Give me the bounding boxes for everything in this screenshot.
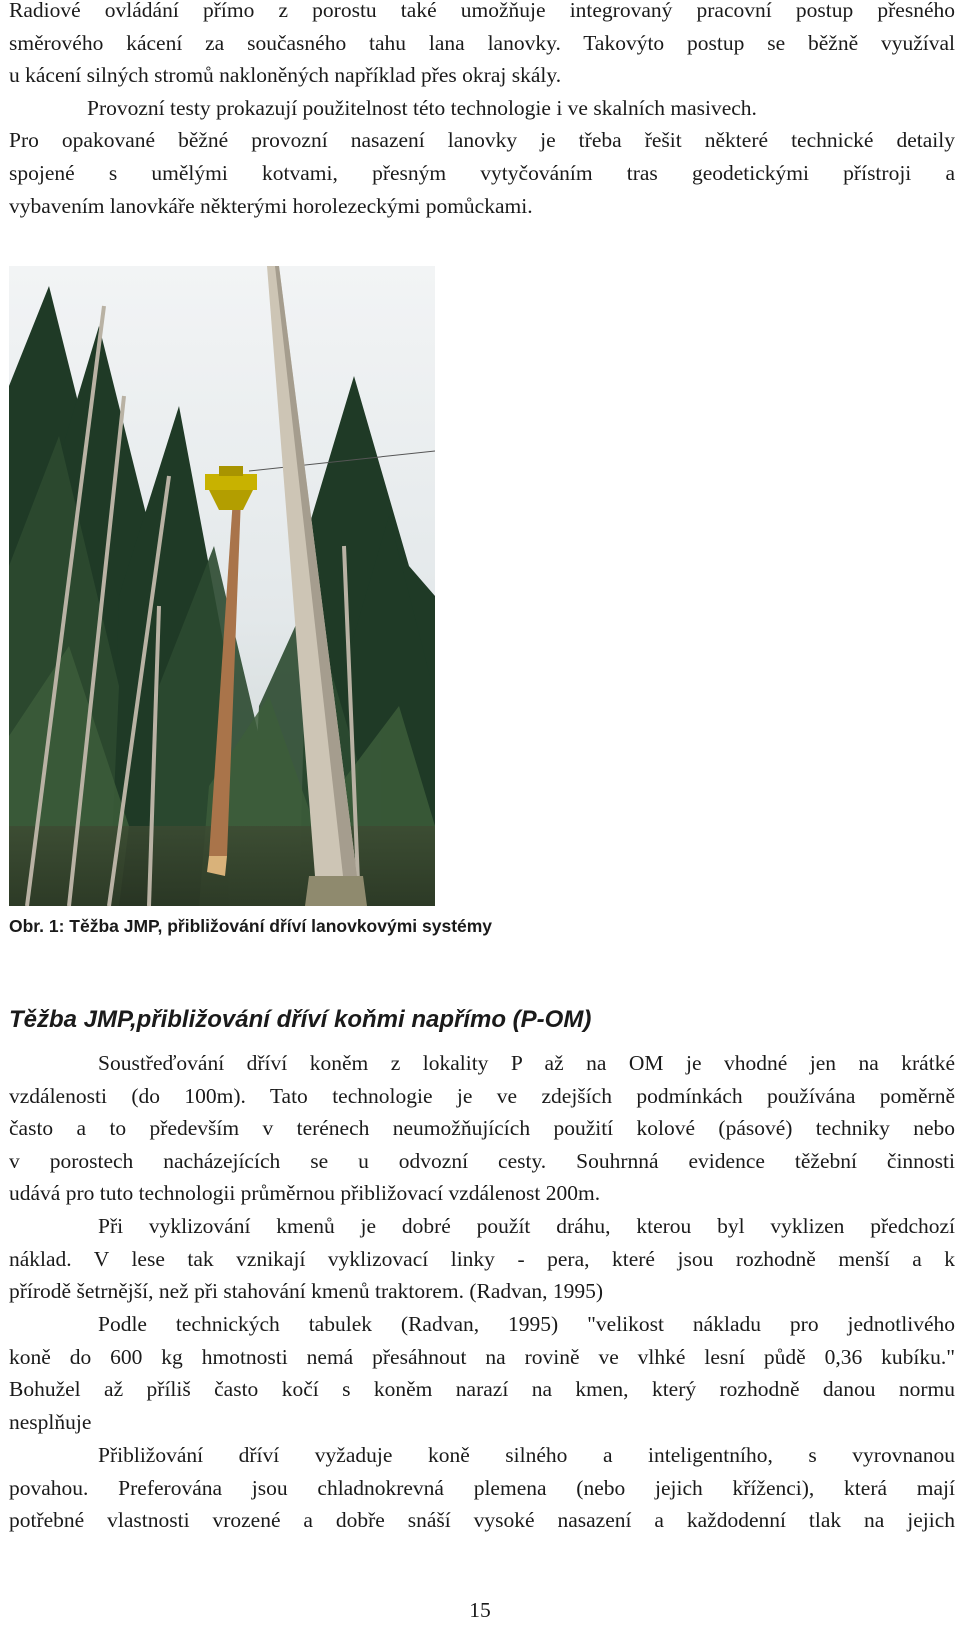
text-line: Soustřeďování dříví koněm z lokality P až na OM je vhodné jen na krátké [98,1051,955,1075]
text-line: Přibližování dříví vyžaduje koně silného a inteligentního, s vyrovnanou [98,1443,955,1467]
text-line: Při vyklizování kmenů je dobré použít dráhu, kterou byl vyklizen předchozí [98,1214,955,1238]
section-paragraph-4 [9,1439,955,1537]
text-line: náklad. V lese tak vznikají vyklizovací linky - pera, které jsou rozhodně menší a k [9,1246,955,1271]
figure-caption: Obr. 1: Těžba JMP, přibližování dříví lanovkovými systémy [9,916,493,936]
forest-cable-crane-photo [9,266,435,906]
text-line: v porostech nacházejících se u odvozní cesty. Souhrnná evidence těžební činnosti [9,1148,955,1173]
text-line: Provozní testy prokazují použitelnost této technologie i ve skalních masivech. [87,95,757,120]
text-line: často a to především v terénech neumožňujících použití kolové (pásové) techniky nebo [9,1116,955,1141]
text-line: koně do 600 kg hmotnosti nemá přesáhnout na rovině ve vlhké lesní půdě 0,36 kubíku." [9,1344,955,1369]
text-line: Podle technických tabulek (Radvan, 1995) "velikost nákladu pro jednotlivého [98,1312,955,1336]
section-paragraph-3 [9,1308,955,1438]
text-line: u kácení silných stromů nakloněných například přes okraj skály. [9,63,562,88]
forest-photo-illustration [9,266,435,906]
text-line: Pro opakované běžné provozní nasazení lanovky je třeba řešit některé technické detaily [9,128,955,153]
intro-paragraph [9,0,955,222]
text-line: vzdálenosti (do 100m). Tato technologie je ve zdejších podmínkách používána poměrně [9,1083,955,1108]
text-line: vybavením lanovkáře některými horolezeckými pomůckami. [9,193,533,218]
text-line: povahou. Preferována jsou chladnokrevná plemena (nebo jejich kříženci), která mají [9,1475,955,1500]
text-line: udává pro tuto technologii průměrnou přibližovací vzdálenost 200m. [9,1181,601,1206]
text-line: přírodě šetrnější, než při stahování kmenů traktorem. (Radvan, 1995) [9,1279,604,1304]
text-line: spojené s umělými kotvami, přesným vytyčováním tras geodetickými přístroji a [9,160,955,185]
text-line: Bohužel až příliš často kočí s koněm narazí na kmen, který rozhodně danou normu [9,1377,955,1402]
text-line: potřebné vlastnosti vrozené a dobře snáší vysoké nasazení a každodenní tlak na jejich [9,1508,955,1533]
text-line: směrového kácení za současného tahu lana lanovky. Takovýto postup se běžně využíval [9,30,955,55]
section-paragraph-1 [9,1047,955,1210]
page-number: 15 [469,1598,491,1622]
section-paragraph-2 [9,1210,955,1308]
text-line: nesplňuje [9,1409,92,1434]
section-heading: Těžba JMP,přibližování dříví koňmi napřímo (P-OM) [9,1006,592,1033]
text-line: Radiové ovládání přímo z porostu také umožňuje integrovaný pracovní postup přesného [9,0,955,22]
